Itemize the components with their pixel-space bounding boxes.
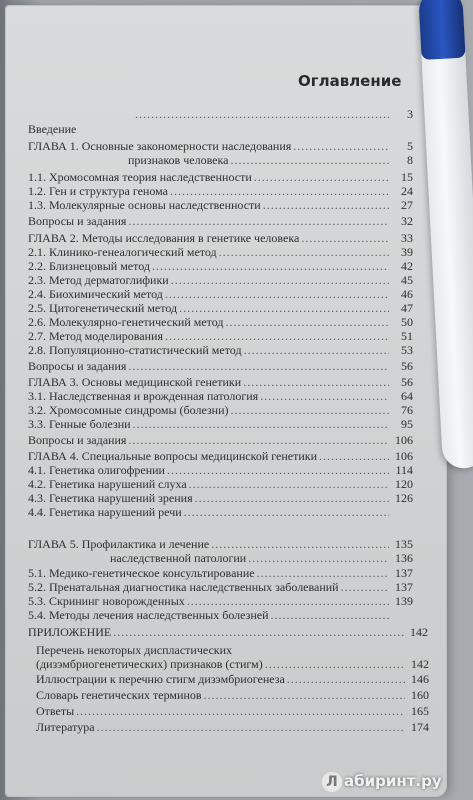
toc-entry[interactable]: 5.4. Методы лечения наследственных болезней ..... (28, 609, 413, 622)
toc-entry: ..... 3 (133, 108, 413, 121)
toc-entry[interactable]: Вопросы и задания ..... 32 (28, 215, 413, 228)
toc-entry[interactable]: 3.1. Наследственная и врожденная патология ..... 64 (28, 390, 413, 403)
toc-entry[interactable]: ПРИЛОЖЕНИЕ ..... 142 (28, 626, 428, 639)
toc-entry[interactable]: Вопросы и задания ..... 56 (28, 360, 413, 373)
toc-entry[interactable]: 3.3. Генные болезни ..... 95 (28, 418, 413, 431)
toc-entry[interactable]: ГЛАВА 1. Основные закономерности наследования ..... 5 (28, 140, 413, 153)
toc-entry[interactable]: 2.4. Биохимический метод ..... 46 (28, 288, 413, 301)
toc-entry[interactable]: 5.2. Пренатальная диагностика наследственных заболеваний ..... 137 (28, 581, 413, 594)
toc-entry[interactable]: 4.4. Генетика нарушений речи ..... (28, 506, 413, 519)
toc-entry[interactable]: 5.1. Медико-генетическое консультирование ..... 137 (28, 567, 413, 580)
toc-entry[interactable]: ГЛАВА 5. Профилактика и лечение ..... 135 (28, 538, 413, 551)
toc-entry[interactable]: 2.3. Метод дерматоглифики ..... 45 (28, 274, 413, 287)
toc-entry[interactable]: Ответы ..... 165 (36, 705, 429, 718)
toc-entry[interactable]: Иллюстрации к перечню стигм дизэмбриогенеза ..... 146 (36, 673, 429, 686)
toc-entry[interactable]: 4.3. Генетика нарушений зрения ..... 126 (28, 492, 413, 505)
toc-entry[interactable]: (дизэмбриогенетических) признаков (стигм) ..... 142 (36, 658, 429, 671)
toc-entry[interactable]: 2.5. Цитогенетический метод ..... 47 (28, 302, 413, 315)
toc-entry[interactable]: 2.7. Метод моделирования ..... 51 (28, 330, 413, 343)
toc-entry[interactable]: ГЛАВА 4. Специальные вопросы медицинской генетики ..... 106 (28, 450, 413, 463)
labyrinth-logo-icon: Л (322, 772, 342, 792)
toc-entry[interactable]: Литература ..... 174 (36, 721, 429, 734)
toc-entry[interactable]: Словарь генетических терминов ..... 160 (36, 689, 429, 702)
toc-entry[interactable]: ГЛАВА 3. Основы медицинской генетики ..... 56 (28, 376, 413, 389)
toc-entry[interactable]: 2.6. Молекулярно-генетический метод ..... 50 (28, 316, 413, 329)
toc-entry[interactable]: 1.1. Хромосомная теория наследственности ..... 15 (28, 171, 413, 184)
watermark-logo: Л абиринт.ру (322, 772, 442, 792)
toc-entry[interactable]: 1.3. Молекулярные основы наследственности ..... 27 (28, 199, 413, 212)
toc-entry[interactable]: 5.3. Скрининг новорожденных ..... 139 (28, 595, 413, 608)
toc-entry[interactable]: 2.2. Близнецовый метод ..... 42 (28, 260, 413, 273)
toc-entry[interactable]: 4.2. Генетика нарушений слуха ..... 120 (28, 478, 413, 491)
toc-entry[interactable]: 3.2. Хромосомные синдромы (болезни) ..... 76 (28, 404, 413, 417)
toc-entry[interactable]: 2.1. Клинико-генеалогический метод ..... 39 (28, 246, 413, 259)
toc-entry: Введение (28, 122, 77, 136)
pen-cap (418, 0, 466, 60)
page-title: Оглавление (298, 72, 402, 90)
toc-entry[interactable]: 2.8. Популяционно-статистический метод ..... 53 (28, 344, 413, 357)
toc-entry[interactable]: Вопросы и задания ..... 106 (28, 434, 413, 447)
toc-entry: Перечень некоторых диспластических (36, 643, 233, 657)
toc-entry[interactable]: признаков человека ..... 8 (128, 154, 413, 167)
book-page (6, 6, 446, 796)
toc-entry[interactable]: 1.2. Ген и структура генома ..... 24 (28, 185, 413, 198)
toc-entry[interactable]: наследственной патологии ..... 136 (110, 552, 413, 565)
toc-entry[interactable]: 4.1. Генетика олигофрении ..... 114 (28, 464, 413, 477)
toc-entry[interactable]: ГЛАВА 2. Методы исследования в генетике человека ..... 33 (28, 232, 413, 245)
